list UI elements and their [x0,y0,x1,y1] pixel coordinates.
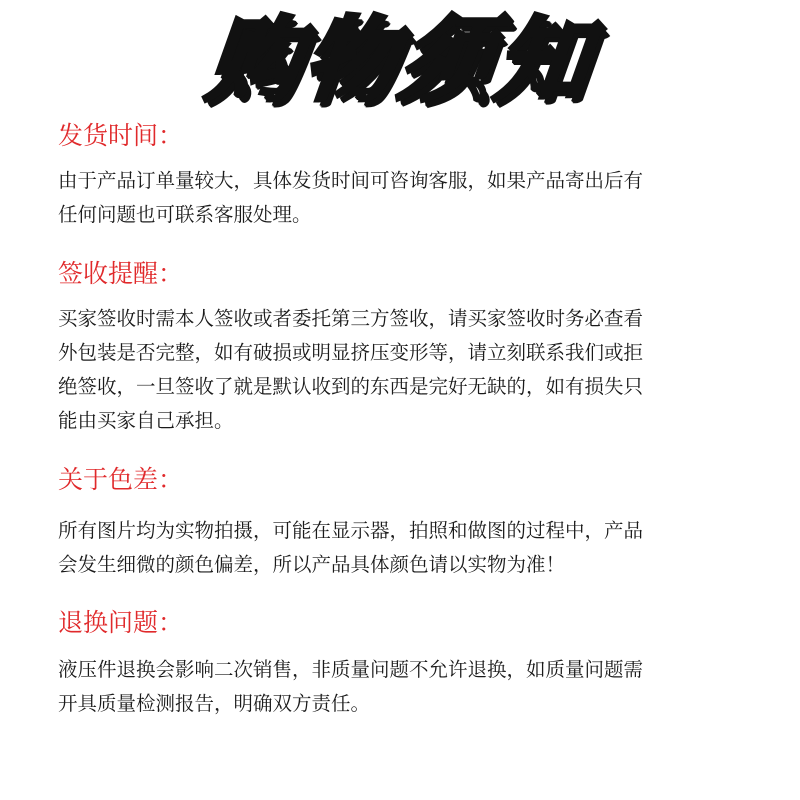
section-body [58,164,778,232]
body-line: 会发生细微的颜色偏差，所以产品具体颜色请以实物为准！ [58,553,566,576]
body-line: 外包装是否完整，如有破损或明显挤压变形等，请立刻联系我们或拒 [58,341,644,364]
section-heading: 发货时间： [58,121,184,150]
section-body [58,302,778,438]
section-sign-reminder [58,258,778,438]
section-return-exchange [58,607,778,721]
section-heading: 关于色差： [58,465,184,494]
body-line: 由于产品订单量较大，具体发货时间可咨询客服，如果产品寄出后有 [58,169,644,192]
body-line: 绝签收，一旦签收了就是默认收到的东西是完好无缺的，如有损失只 [58,375,644,398]
section-heading: 签收提醒： [58,259,184,288]
page-title: 购物须知 [202,7,598,114]
body-line: 能由买家自己承担。 [58,409,234,432]
section-shipping-time [58,120,778,232]
section-body [58,653,778,721]
body-line: 开具质量检测报告，明确双方责任。 [58,692,371,715]
page-title-wrap [0,8,800,114]
section-color-difference [58,464,778,582]
section-heading: 退换问题： [58,608,184,637]
body-line: 买家签收时需本人签收或者委托第三方签收，请买家签收时务必查看 [58,307,644,330]
body-line: 液压件退换会影响二次销售，非质量问题不允许退换，如质量问题需 [58,658,644,681]
body-line: 所有图片均为实物拍摄，可能在显示器，拍照和做图的过程中，产品 [58,519,644,542]
section-body [58,514,778,582]
body-line: 任何问题也可联系客服处理。 [58,203,312,226]
